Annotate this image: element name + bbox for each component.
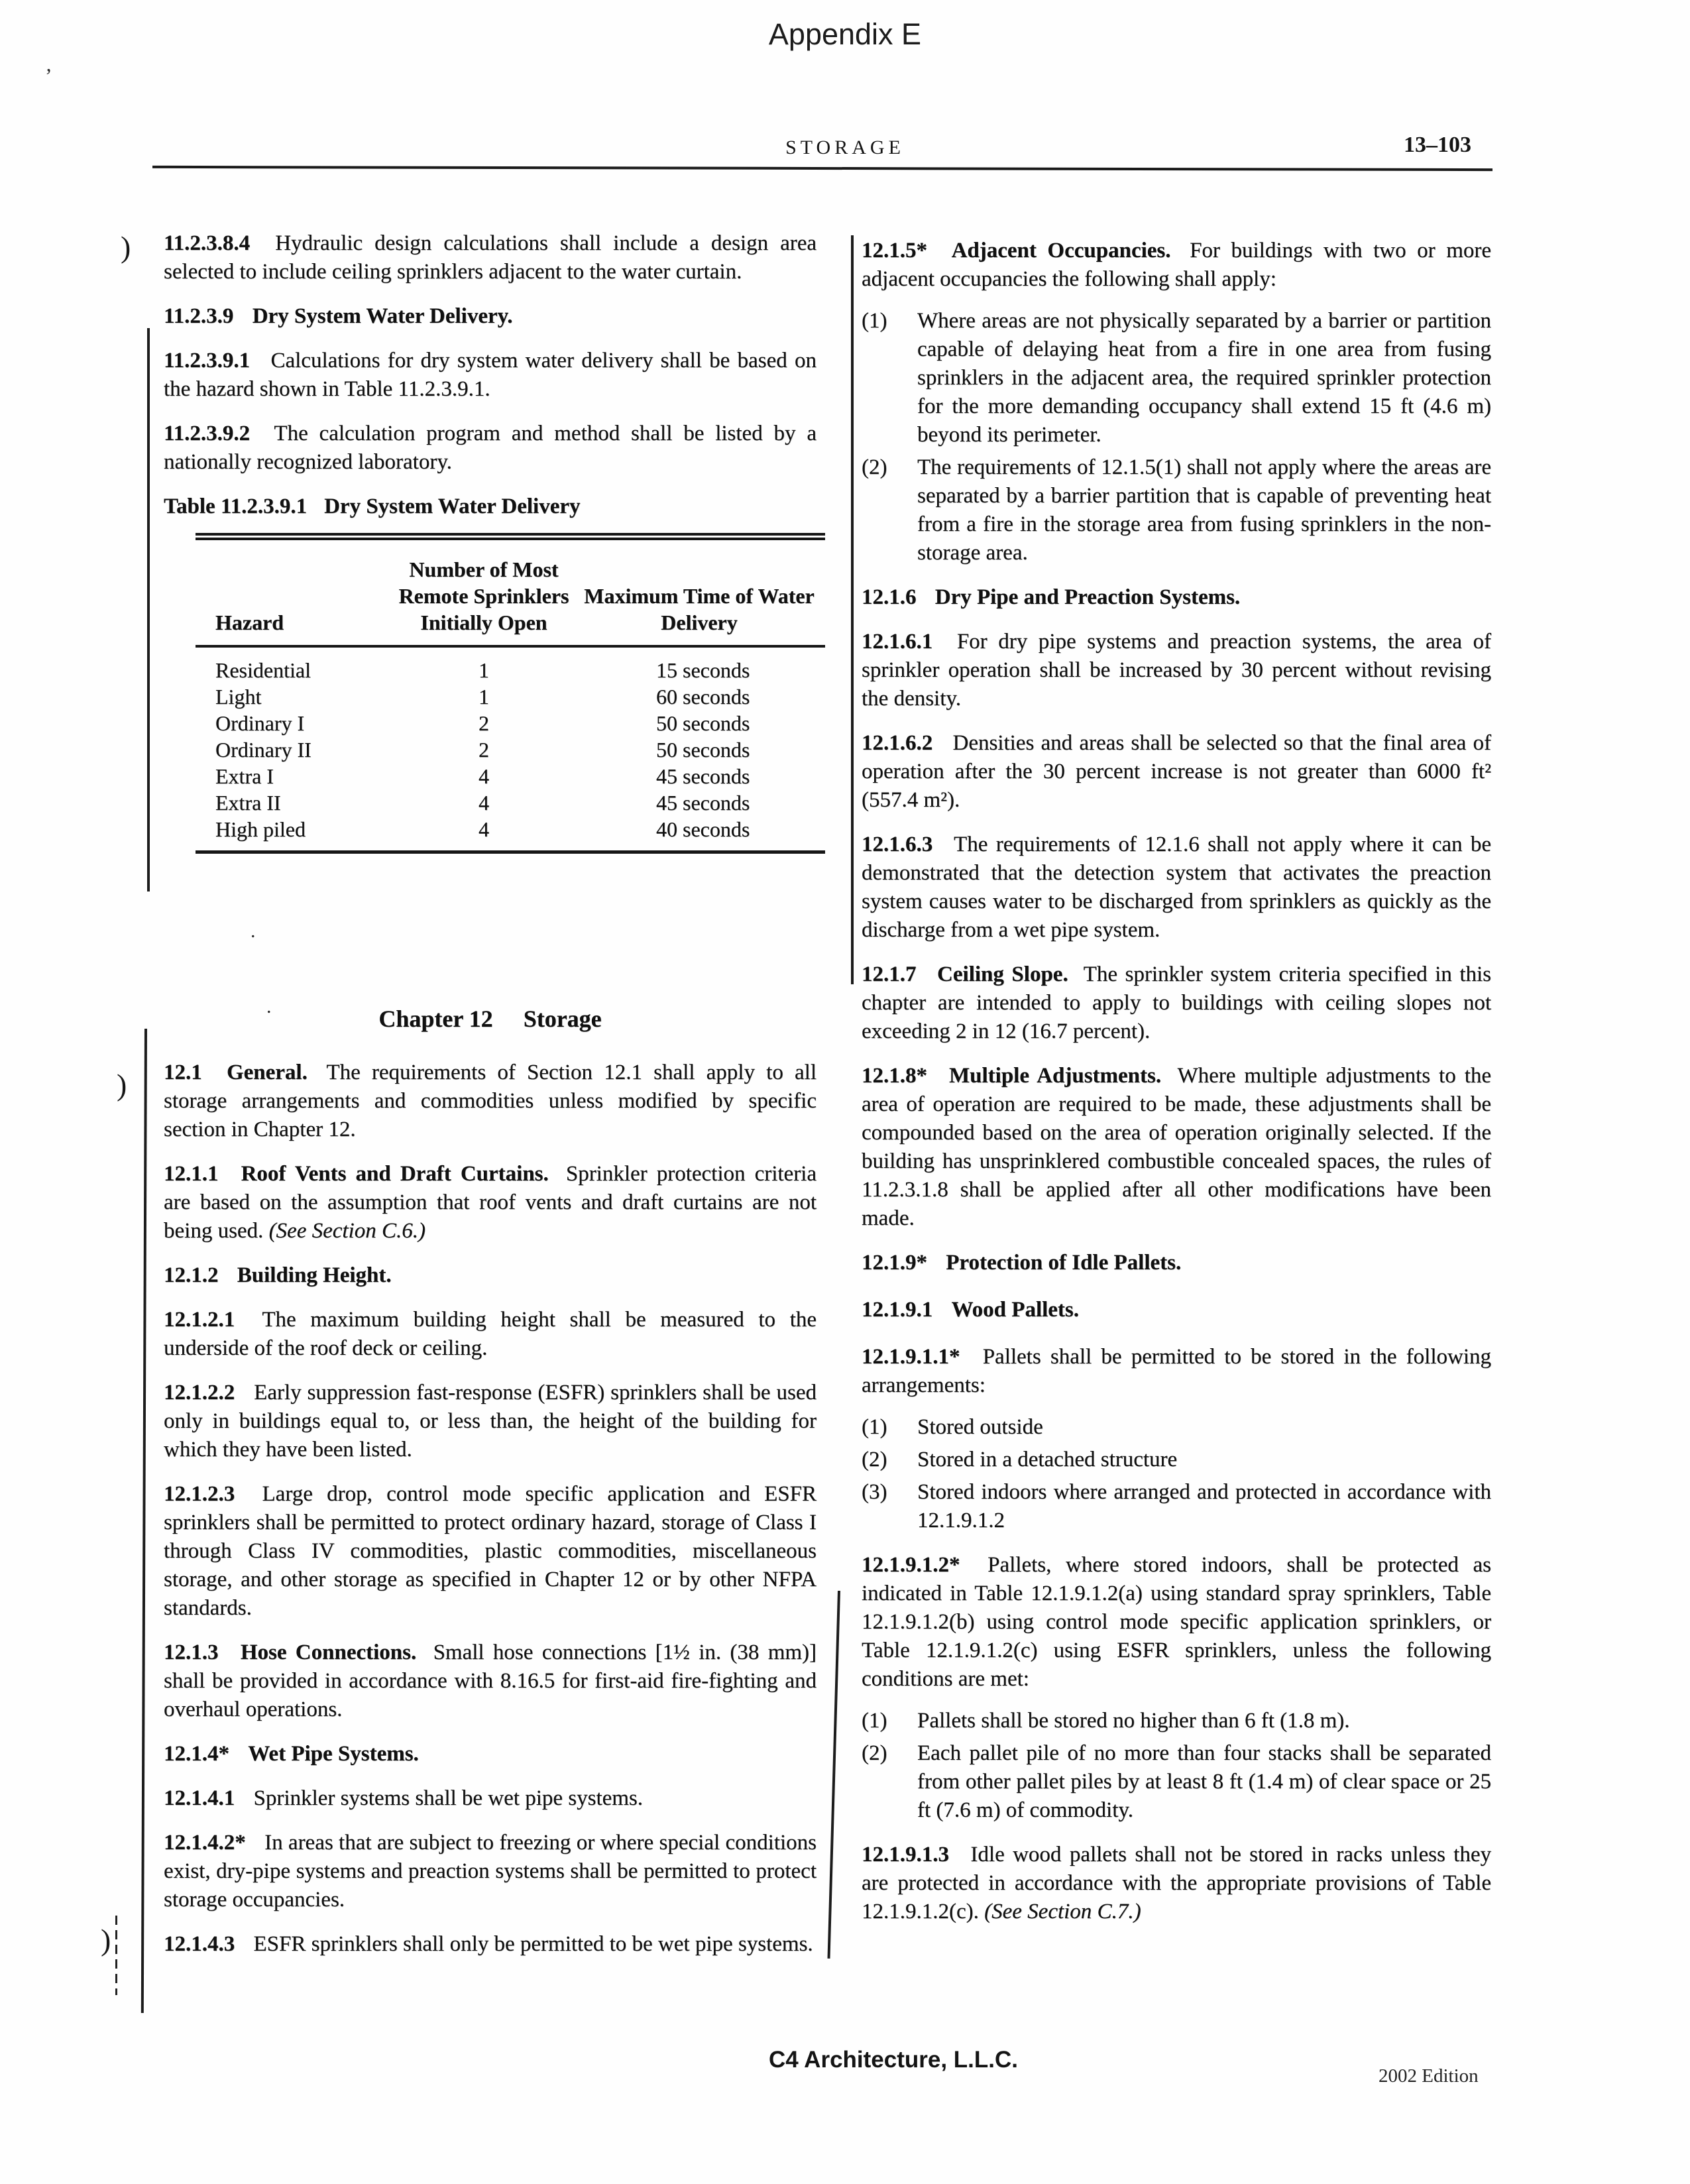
footer-edition: 2002 Edition bbox=[1379, 2065, 1479, 2087]
para-12.1.4.1 bbox=[164, 1784, 817, 1813]
para-11.2.3.9.2 bbox=[164, 420, 817, 477]
chapter-title: Storage bbox=[523, 1006, 602, 1032]
cell-time: 50 seconds bbox=[656, 738, 750, 762]
para-12.1.4.2 bbox=[164, 1829, 817, 1914]
section-number: 11.2.3.9 bbox=[164, 304, 234, 328]
para-12.1.6.3 bbox=[862, 831, 1491, 945]
appendix-title: Appendix E bbox=[768, 17, 922, 51]
section-reference: (See Section C.6.) bbox=[268, 1219, 425, 1243]
table-caption bbox=[164, 492, 817, 521]
section-number: 12.1.8* bbox=[862, 1064, 927, 1088]
section-body: Large drop, control mode specific application and ESFR sprinklers shall be permitted to protect ordinary hazard, storage of Class I through Class IV commodities, plastic commodities, miscellaneous storage, and other storage as specified in Chapter 12 or by other NFPA standards. bbox=[164, 1482, 817, 1620]
list-marker: (2) bbox=[862, 455, 887, 479]
para-12.1.9.1.2 bbox=[862, 1551, 1491, 1694]
para-12.1.9.1.1 bbox=[862, 1343, 1491, 1400]
section-number: 12.1.4* bbox=[164, 1742, 229, 1766]
list-text: Pallets shall be stored no higher than 6 ft (1.8 m). bbox=[917, 1709, 1350, 1733]
cell-hazard: Ordinary I bbox=[215, 711, 305, 735]
list-marker: (1) bbox=[862, 309, 887, 333]
chapter-number: Chapter 12 bbox=[378, 1006, 493, 1032]
section-number: 12.1.6 bbox=[862, 585, 917, 609]
list-item bbox=[862, 1446, 1491, 1474]
section-number: 12.1.4.1 bbox=[164, 1786, 235, 1810]
para-12.1.6.1 bbox=[862, 628, 1491, 713]
list-item bbox=[862, 1707, 1491, 1735]
section-body: The requirements of Section 12.1 shall apply to all storage arrangements and commodities unless modified by specific section in Chapter 12. bbox=[164, 1061, 817, 1141]
revision-paren-mark: ) bbox=[121, 230, 131, 264]
section-body: In areas that are subject to freezing or where special conditions exist, dry-pipe systems and preaction systems shall be permitted to protect storage occupancies. bbox=[164, 1831, 817, 1912]
section-body: The sprinkler system criteria specified in this chapter are intended to apply to buildings with ceiling slopes not exceeding 2 in 12 (16.7 percent). bbox=[862, 962, 1492, 1043]
para-12.1.2.1 bbox=[164, 1306, 817, 1363]
section-title: Wet Pipe Systems. bbox=[248, 1742, 419, 1766]
section-body: The calculation program and method shall be listed by a nationally recognized laboratory. bbox=[164, 422, 817, 474]
section-number: 12.1.9.1.2* bbox=[862, 1553, 960, 1577]
heading-12.1.9 bbox=[862, 1249, 1491, 1277]
section-number: 12.1.9.1 bbox=[862, 1298, 933, 1322]
column-header-sprinklers-open: Number of Most Remote Sprinklers Initially Open bbox=[394, 540, 573, 646]
list-12.1.5 bbox=[862, 307, 1491, 567]
revision-bar-dashed bbox=[115, 1916, 117, 1995]
list-12.1.9.1.2 bbox=[862, 1707, 1491, 1825]
list-marker: (1) bbox=[862, 1709, 887, 1733]
cell-hazard: Extra II bbox=[215, 791, 281, 815]
scan-artifact-tick: ʼ bbox=[45, 64, 52, 87]
para-12.1.8 bbox=[862, 1062, 1491, 1233]
list-item bbox=[862, 1478, 1491, 1535]
heading-12.1.2 bbox=[164, 1261, 817, 1290]
section-body: Calculations for dry system water delivery shall be based on the hazard shown in Table 11.2.3.9.1. bbox=[164, 349, 817, 401]
list-text: The requirements of 12.1.5(1) shall not apply where the areas are separated by a barrier partition that is capable of preventing heat from a fire in the storage area from fusing sprinklers in the non-storage area. bbox=[917, 455, 1491, 565]
section-number: 12.1.5* bbox=[862, 239, 927, 262]
section-body: ESFR sprinklers shall only be permitted to be wet pipe systems. bbox=[253, 1932, 813, 1956]
list-text: Each pallet pile of no more than four stacks shall be separated from other pallet piles by at least 8 ft (1.4 m) of clear space or 25 ft (7.6 m) of commodity. bbox=[917, 1741, 1491, 1822]
cell-sprinklers: 1 bbox=[479, 658, 489, 682]
section-number: 12.1.6.3 bbox=[862, 833, 933, 856]
column-header-max-time: Maximum Time of Water Delivery bbox=[573, 540, 825, 646]
cell-hazard: Residential bbox=[215, 658, 311, 682]
scan-artifact-dot: . bbox=[251, 920, 256, 942]
section-number: 12.1.9* bbox=[862, 1251, 927, 1275]
list-item bbox=[862, 307, 1491, 449]
para-12.1.7 bbox=[862, 960, 1491, 1046]
section-number: 12.1.2.2 bbox=[164, 1381, 235, 1405]
chapter-heading bbox=[164, 1005, 817, 1033]
table-row bbox=[196, 789, 825, 816]
scan-artifact-dot: . bbox=[266, 996, 272, 1017]
section-body: Where multiple adjustments to the area of operation are required to be made, these adjustments shall be compounded based on the area of operation originally selected. If the building has unsprinklered combustible concealed spaces, the rules of 11.2.3.1.8 shall be applied after all other modifications have been made. bbox=[862, 1064, 1492, 1230]
cell-sprinklers: 2 bbox=[479, 711, 489, 735]
table-row bbox=[196, 816, 825, 850]
table-row bbox=[196, 710, 825, 736]
para-12.1.5 bbox=[862, 237, 1491, 294]
para-12.1 bbox=[164, 1059, 817, 1144]
para-12.1.3 bbox=[164, 1638, 817, 1724]
para-11.2.3.9.1 bbox=[164, 347, 817, 404]
para-12.1.6.2 bbox=[862, 729, 1491, 815]
table-caption-title: Dry System Water Delivery bbox=[324, 494, 581, 518]
revision-paren-mark: ) bbox=[101, 1923, 111, 1957]
list-marker: (1) bbox=[862, 1415, 887, 1439]
section-number: 12.1.4.2* bbox=[164, 1831, 246, 1855]
section-title: Roof Vents and Draft Curtains. bbox=[241, 1162, 549, 1186]
para-11.2.3.8.4 bbox=[164, 229, 817, 286]
list-marker: (2) bbox=[862, 1741, 887, 1765]
cell-sprinklers: 4 bbox=[479, 791, 489, 815]
section-number: 12.1.2.3 bbox=[164, 1482, 235, 1506]
table-row bbox=[196, 683, 825, 710]
section-body: The maximum building height shall be measured to the underside of the roof deck or ceiling. bbox=[164, 1308, 817, 1360]
section-title: Wood Pallets. bbox=[951, 1298, 1080, 1322]
table-row bbox=[196, 763, 825, 789]
revision-bar bbox=[828, 1591, 840, 1959]
heading-12.1.9.1 bbox=[862, 1296, 1491, 1324]
section-body: For dry pipe systems and preaction systems, the area of sprinkler operation shall be increased by 30 percent without revising the density. bbox=[862, 630, 1492, 711]
section-title: Protection of Idle Pallets. bbox=[946, 1251, 1182, 1275]
revision-bar bbox=[851, 235, 854, 984]
list-text: Stored indoors where arranged and protected in accordance with 12.1.9.1.2 bbox=[917, 1480, 1491, 1532]
cell-time: 60 seconds bbox=[656, 685, 750, 709]
revision-bar bbox=[141, 1029, 147, 2013]
cell-hazard: Extra I bbox=[215, 764, 274, 788]
para-12.1.1 bbox=[164, 1160, 817, 1245]
section-title: Ceiling Slope. bbox=[937, 962, 1068, 986]
list-item bbox=[862, 1413, 1491, 1442]
list-12.1.9.1.1 bbox=[862, 1413, 1491, 1535]
section-title: Multiple Adjustments. bbox=[949, 1064, 1162, 1088]
section-number: 11.2.3.8.4 bbox=[164, 231, 251, 255]
section-title: Adjacent Occupancies. bbox=[951, 239, 1171, 262]
cell-time: 45 seconds bbox=[656, 791, 750, 815]
left-column bbox=[164, 229, 817, 1975]
revision-paren-mark: ) bbox=[117, 1068, 127, 1102]
list-marker: (3) bbox=[862, 1480, 887, 1504]
section-body: The requirements of 12.1.6 shall not apply where it can be demonstrated that the detection system that activates the preaction system causes water to be discharged from sprinklers as quickly as the discharge from a wet pipe system. bbox=[862, 833, 1492, 942]
table-caption-number: Table 11.2.3.9.1 bbox=[164, 494, 308, 518]
revision-bar bbox=[147, 328, 150, 891]
para-12.1.2.2 bbox=[164, 1379, 817, 1464]
section-number: 11.2.3.9.2 bbox=[164, 422, 251, 445]
table-row bbox=[196, 646, 825, 683]
section-number: 12.1.2 bbox=[164, 1263, 219, 1287]
section-number: 12.1.4.3 bbox=[164, 1932, 235, 1956]
right-column bbox=[862, 237, 1491, 1942]
cell-time: 45 seconds bbox=[656, 764, 750, 788]
section-body: For buildings with two or more adjacent occupancies the following shall apply: bbox=[862, 239, 1492, 291]
section-title: Dry System Water Delivery. bbox=[252, 304, 513, 328]
para-12.1.9.1.3 bbox=[862, 1841, 1491, 1926]
section-number: 12.1.3 bbox=[164, 1640, 219, 1664]
dry-system-water-delivery-table bbox=[196, 533, 825, 854]
section-number: 11.2.3.9.1 bbox=[164, 349, 251, 373]
cell-time: 15 seconds bbox=[656, 658, 750, 682]
page-number: 13–103 bbox=[1404, 133, 1471, 157]
section-body: Early suppression fast-response (ESFR) sprinklers shall be used only in buildings equal to, or less than, the height of the building for which they have been listed. bbox=[164, 1381, 817, 1462]
cell-sprinklers: 1 bbox=[479, 685, 489, 709]
cell-sprinklers: 4 bbox=[479, 817, 489, 841]
running-head: STORAGE bbox=[785, 137, 905, 158]
section-body: Small hose connections [1½ in. (38 mm)] shall be provided in accordance with 8.16.5 for first-aid fire-fighting and overhaul operations. bbox=[164, 1640, 817, 1721]
table-row bbox=[196, 736, 825, 763]
section-number: 12.1.9.1.1* bbox=[862, 1345, 960, 1369]
table-header-row bbox=[196, 540, 825, 646]
heading-12.1.4 bbox=[164, 1740, 817, 1768]
section-number: 12.1.7 bbox=[862, 962, 917, 986]
para-12.1.2.3 bbox=[164, 1480, 817, 1623]
heading-11.2.3.9 bbox=[164, 302, 817, 331]
cell-hazard: Light bbox=[215, 685, 262, 709]
section-number: 12.1.1 bbox=[164, 1162, 219, 1186]
section-number: 12.1.2.1 bbox=[164, 1308, 235, 1332]
list-marker: (2) bbox=[862, 1448, 887, 1471]
section-reference: (See Section C.7.) bbox=[984, 1900, 1141, 1924]
section-body: Densities and areas shall be selected so that the final area of operation after the 30 percent increase is not greater than 6000 ft² (557.4 m²). bbox=[862, 731, 1492, 812]
section-body: Pallets, where stored indoors, shall be protected as indicated in Table 12.1.9.1.2(a) using standard spray sprinklers, Table 12.1.9.1.2(b) using control mode specific application sprinklers, or Table 12.1.9.1.2(c) using ESFR sprinklers, unless the following conditions are met: bbox=[862, 1553, 1491, 1691]
header-rule bbox=[152, 166, 1493, 171]
section-title: Hose Connections. bbox=[240, 1640, 417, 1664]
section-title: Dry Pipe and Preaction Systems. bbox=[934, 585, 1241, 609]
list-text: Stored outside bbox=[917, 1415, 1043, 1439]
list-text: Stored in a detached structure bbox=[917, 1448, 1178, 1471]
list-item bbox=[862, 1739, 1491, 1825]
section-number: 12.1.6.1 bbox=[862, 630, 933, 654]
section-body: Idle wood pallets shall not be stored in racks unless they are protected in accordance with the appropriate provisions of Table 12.1.9.1.2(c). bbox=[862, 1843, 1492, 1924]
footer-company: C4 Architecture, L.L.C. bbox=[769, 2047, 1018, 2073]
cell-sprinklers: 4 bbox=[479, 764, 489, 788]
para-12.1.4.3 bbox=[164, 1930, 817, 1959]
cell-sprinklers: 2 bbox=[479, 738, 489, 762]
cell-time: 40 seconds bbox=[656, 817, 750, 841]
cell-hazard: Ordinary II bbox=[215, 738, 311, 762]
section-number: 12.1.9.1.3 bbox=[862, 1843, 949, 1867]
section-body: Pallets shall be permitted to be stored in the following arrangements: bbox=[862, 1345, 1492, 1397]
section-title: General. bbox=[226, 1061, 308, 1084]
list-text: Where areas are not physically separated by a barrier or partition capable of delaying heat from a fire in one area from fusing sprinklers in the adjacent area, the required sprinkler protection for the more demanding occupancy shall extend 15 ft (4.6 m) beyond its perimeter. bbox=[917, 309, 1491, 447]
section-number: 12.1 bbox=[164, 1061, 202, 1084]
column-header-hazard: Hazard bbox=[196, 540, 394, 646]
cell-time: 50 seconds bbox=[656, 711, 750, 735]
list-item bbox=[862, 453, 1491, 567]
heading-12.1.6 bbox=[862, 583, 1491, 612]
section-title: Building Height. bbox=[237, 1263, 392, 1287]
section-number: 12.1.6.2 bbox=[862, 731, 933, 755]
section-body: Sprinkler systems shall be wet pipe systems. bbox=[253, 1786, 644, 1810]
cell-hazard: High piled bbox=[215, 817, 306, 841]
section-body: Hydraulic design calculations shall include a design area selected to include ceiling sprinklers adjacent to the water curtain. bbox=[164, 231, 817, 284]
section-body: Sprinkler protection criteria are based on the assumption that roof vents and draft curtains are not being used. bbox=[164, 1162, 817, 1243]
